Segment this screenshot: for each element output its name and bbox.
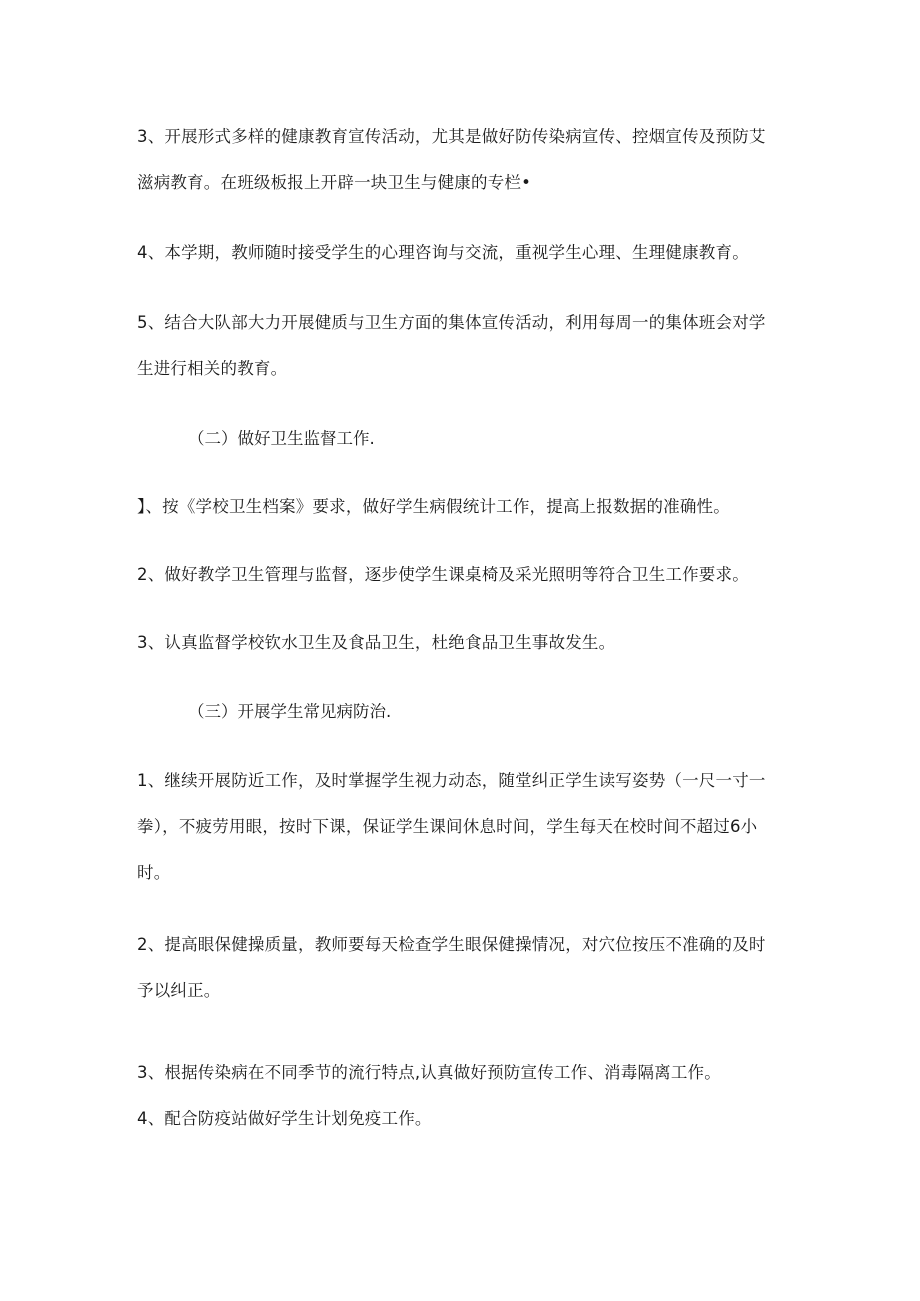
text-line: 4、配合防疫站做好学生计划免疫工作。 [137, 1109, 432, 1128]
text-line: 4、本学期，教师随时接受学生的心理咨询与交流，重视学生心理、生理健康教育。 [137, 243, 749, 262]
text-line: 生进行相关的教育。 [137, 359, 288, 378]
section-heading-common-disease: （三）开展学生常见病防治. [188, 702, 392, 721]
text-line: 时。 [137, 863, 171, 882]
paragraph-psych-consult [137, 230, 782, 276]
text-line: 拳），不疲劳用眼，按时下课，保证学生课间休息时间，学生每天在校时间不超过6小 [137, 817, 758, 836]
text-line: 】、按《学校卫生档案》要求，做好学生病假统计工作，提高上报数据的准确性。 [137, 497, 730, 516]
paragraph-infectious-disease [137, 1050, 782, 1096]
text-line: 3、认真监督学校钦水卫生及食品卫生，杜绝食品卫生事故发生。 [137, 633, 616, 652]
paragraph-group-publicity [137, 300, 782, 392]
paragraph-water-food-hygiene [137, 620, 782, 666]
text-line: 2、提高眼保健操质量，教师要每天检查学生眼保健操情况，对穴位按压不准确的及时 [137, 935, 766, 954]
paragraph-sick-leave-stats [137, 484, 782, 530]
paragraph-immunization [137, 1096, 782, 1142]
text-line: 予以纠正。 [137, 981, 221, 1000]
paragraph-health-education [137, 114, 782, 206]
text-line: 3、根据传染病在不同季节的流行特点,认真做好预防宣传工作、消毒隔离工作。 [137, 1063, 721, 1082]
text-line: 5、结合大队部大力开展健质与卫生方面的集体宣传活动，利用每周一的集体班会对学 [137, 313, 766, 332]
paragraph-myopia-prevention [137, 758, 782, 896]
paragraph-eye-exercise [137, 922, 782, 1014]
text-line: 滋病教育。在班级板报上开辟一块卫生与健康的专栏• [137, 173, 532, 192]
text-line: 3、开展形式多样的健康教育宣传活动，尤其是做好防传染病宣传、控烟宣传及预防艾 [137, 127, 766, 146]
text-line: 2、做好教学卫生管理与监督，逐步使学生课桌椅及采光照明等符合卫生工作要求。 [137, 565, 749, 584]
text-line: 1、继续开展防近工作，及时掌握学生视力动态，随堂纠正学生读写姿势（一尺一寸一 [137, 771, 766, 790]
section-heading-hygiene-supervision: （二）做好卫生监督工作. [188, 429, 375, 448]
paragraph-teaching-hygiene [137, 552, 782, 598]
